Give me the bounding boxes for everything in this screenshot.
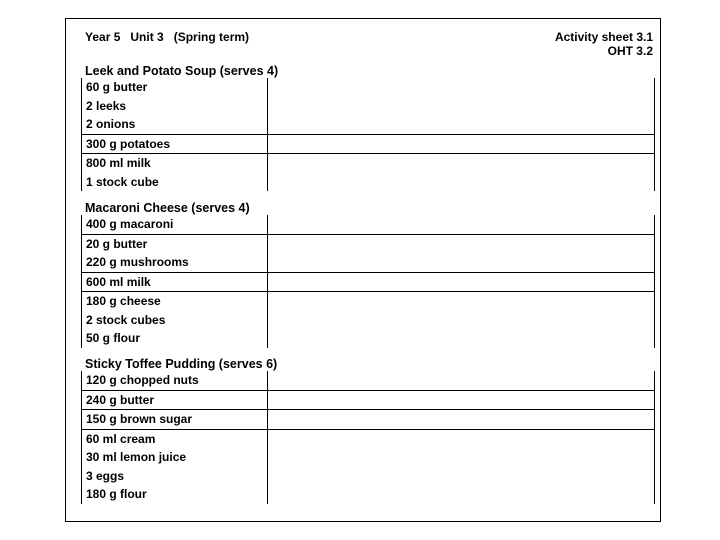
ingredient-group	[82, 135, 654, 155]
ingredient-column	[82, 78, 268, 134]
recipe-macaroni-cheese	[81, 201, 655, 348]
ingredient-column	[82, 371, 268, 390]
ingredient-column	[82, 273, 268, 292]
ingredient-item: 150 g brown sugar	[86, 412, 193, 426]
ingredient-column	[82, 215, 268, 234]
blank-answer-cell	[268, 78, 654, 134]
blank-answer-cell	[268, 292, 654, 348]
ingredient-item: 300 g potatoes	[86, 136, 171, 151]
ingredient-group	[82, 430, 654, 504]
recipe-title: Leek and Potato Soup (serves 4)	[85, 64, 279, 78]
ingredient-column	[82, 235, 268, 272]
blank-answer-cell	[268, 215, 654, 234]
ingredient-group	[82, 235, 654, 273]
ingredient-group	[82, 273, 654, 293]
ingredient-item: 60 ml cream	[86, 431, 156, 446]
recipe-table	[81, 215, 655, 348]
ingredient-group	[82, 371, 654, 391]
ingredient-column	[82, 135, 268, 154]
recipe-sticky-toffee-pudding	[81, 357, 655, 504]
recipe-leek-potato-soup	[81, 64, 655, 191]
recipe-title: Macaroni Cheese (serves 4)	[85, 201, 250, 215]
recipe-title: Sticky Toffee Pudding (serves 6)	[85, 357, 278, 371]
ingredient-item: 2 onions	[86, 117, 136, 131]
activity-sheet-number: Activity sheet 3.1	[554, 30, 653, 44]
ingredient-item: 220 g mushrooms	[86, 255, 189, 269]
blank-answer-cell	[268, 273, 654, 292]
ingredient-item: 2 leeks	[86, 98, 127, 113]
ingredient-column	[82, 154, 268, 191]
sheet-header-left: Year 5 Unit 3 (Spring term)	[85, 30, 250, 44]
ingredient-item: 240 g butter	[86, 392, 155, 407]
ingredient-column	[82, 410, 268, 429]
recipe-table	[81, 371, 655, 504]
ingredient-item: 50 g flour	[86, 331, 141, 345]
blank-answer-cell	[268, 154, 654, 191]
sheet-header-right	[555, 30, 653, 58]
ingredient-item: 120 g chopped nuts	[86, 373, 199, 387]
ingredient-group	[82, 78, 654, 135]
ingredient-group	[82, 292, 654, 348]
blank-answer-cell	[268, 135, 654, 154]
ingredient-item: 30 ml lemon juice	[86, 450, 187, 464]
ingredient-column	[82, 292, 268, 348]
ingredient-group	[82, 215, 654, 235]
activity-sheet	[65, 18, 661, 522]
ingredient-item: 1 stock cube	[86, 174, 159, 189]
ingredient-item: 180 g cheese	[86, 294, 161, 308]
blank-answer-cell	[268, 235, 654, 272]
ingredient-item: 600 ml milk	[86, 274, 151, 289]
blank-answer-cell	[268, 371, 654, 390]
oht-number: OHT 3.2	[607, 44, 653, 58]
ingredient-item: 400 g macaroni	[86, 217, 174, 231]
blank-answer-cell	[268, 410, 654, 429]
ingredient-column	[82, 391, 268, 410]
recipe-table	[81, 78, 655, 191]
blank-answer-cell	[268, 391, 654, 410]
ingredient-item: 3 eggs	[86, 468, 125, 483]
ingredient-item: 800 ml milk	[86, 156, 151, 170]
ingredient-item: 180 g flour	[86, 487, 147, 501]
blank-answer-cell	[268, 430, 654, 504]
ingredient-item: 2 stock cubes	[86, 312, 166, 327]
ingredient-item: 20 g butter	[86, 236, 148, 251]
ingredient-group	[82, 410, 654, 430]
ingredient-item: 60 g butter	[86, 80, 148, 94]
ingredient-column	[82, 430, 268, 504]
ingredient-group	[82, 154, 654, 191]
ingredient-group	[82, 391, 654, 411]
